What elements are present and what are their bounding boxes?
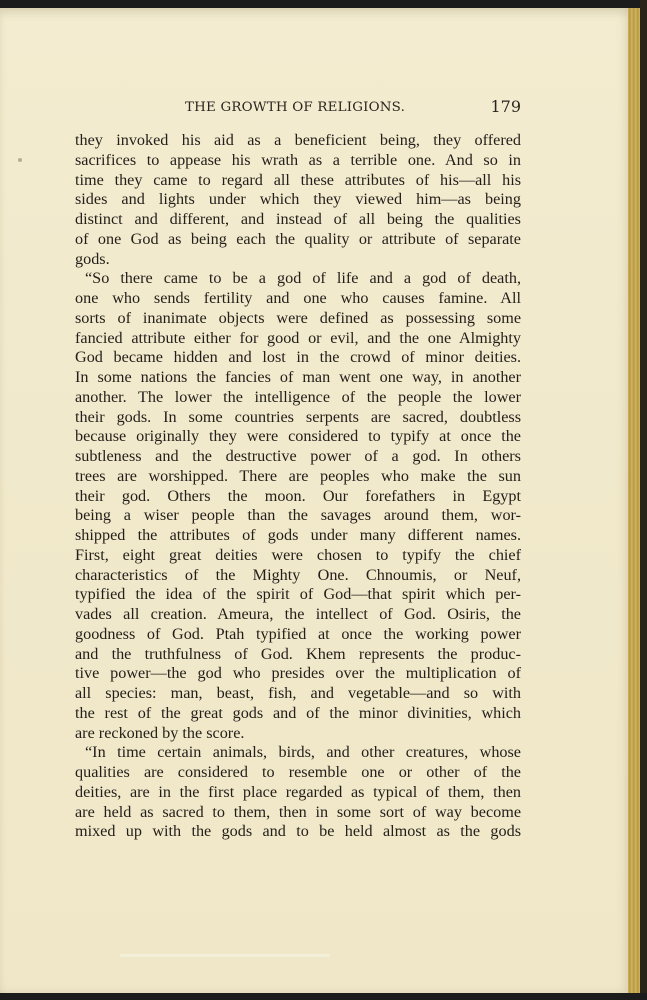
text-line: typified the idea of the spirit of God—that spirit which per- (75, 585, 521, 604)
text-line: tive power—the god who presides over the multiplication of (75, 664, 521, 683)
text-line: trees are worshipped. There are peoples who make the sun (75, 466, 521, 485)
text-line: shipped the attributes of gods under many different names. (75, 526, 521, 544)
text-line: sorts of inanimate objects were defined as possessing some (75, 308, 521, 327)
running-title: THE GROWTH OF RELIGIONS. (185, 100, 406, 115)
scan-bottom-border (0, 993, 647, 1000)
text-line: time they came to regard all these attributes of his—all his (75, 170, 521, 189)
paper-spot (18, 158, 22, 162)
text-line: are reckoned by the score. (75, 723, 245, 742)
text-line: fancied attribute either for good or evil, and the one Almighty (75, 328, 521, 347)
text-line: God became hidden and lost in the crowd of minor deities. (75, 348, 521, 367)
text-line: sacrifices to appease his wrath as a terrible one. And so in (75, 150, 521, 169)
text-line: First, eight great deities were chosen to typify the chief (75, 545, 521, 564)
text-line: of one God as being each the quality or attribute of separate (75, 229, 521, 248)
text-line: subtleness and the destructive power of a god. In others (75, 447, 521, 465)
text-line: their god. Others the moon. Our forefathers in Egypt (75, 486, 521, 505)
paper-smudge (120, 954, 330, 957)
running-head (75, 97, 521, 119)
text-line: gods. (75, 249, 110, 268)
text-line: and the truthfulness of God. Khem represents the produc- (75, 644, 521, 663)
text-line: In some nations the fancies of man went one way, in another (75, 368, 521, 386)
text-line: because originally they were considered to typify at once the (75, 427, 521, 446)
body-text (75, 131, 521, 842)
page-number: 179 (490, 97, 521, 116)
text-line: one who sends fertility and one who causes famine. All (75, 289, 521, 307)
binding-edge (640, 0, 647, 1000)
text-line: goodness of God. Ptah typified at once the working power (75, 624, 521, 643)
text-line: mixed up with the gods and to be held almost as the gods (75, 822, 521, 841)
text-line: deities, are in the first place regarded as typical of them, then (75, 782, 521, 801)
text-line: distinct and different, and instead of all being the qualities (75, 210, 521, 228)
text-line: all species: man, beast, fish, and vegetable—and so with (75, 684, 521, 702)
text-line: another. The lower the intelligence of the people the lower (75, 387, 521, 406)
text-line: being a wiser people than the savages around them, wor- (75, 506, 521, 525)
text-line: the rest of the great gods and of the minor divinities, which (75, 703, 521, 722)
text-line: qualities are considered to resemble one or other of the (75, 763, 521, 781)
text-line: “So there came to be a god of life and a god of death, (85, 269, 521, 288)
text-line: are held as sacred to them, then in some sort of way become (75, 802, 521, 821)
text-line: vades all creation. Ameura, the intellect of God. Osiris, the (75, 605, 521, 623)
text-line: their gods. In some countries serpents are sacred, doubtless (75, 407, 521, 426)
text-line: characteristics of the Mighty One. Chnoumis, or Neuf, (75, 565, 521, 584)
text-line: they invoked his aid as a beneficient being, they offered (75, 131, 521, 149)
text-line: “In time certain animals, birds, and other creatures, whose (85, 743, 521, 762)
text-line: sides and lights under which they viewed him—as being (75, 190, 521, 209)
